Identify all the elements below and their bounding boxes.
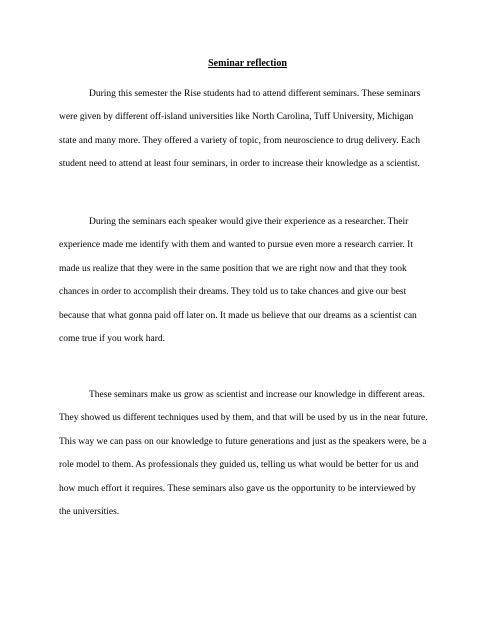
- paragraph-line: the universities.: [59, 507, 120, 518]
- paragraph-line: student need to attend at least four seminars, in order to increase their knowledge as a scientist.: [59, 159, 420, 170]
- paragraph-line: how much effort it requires. These seminars also gave us the opportunity to be interviewed by: [59, 483, 416, 494]
- paragraph-line: During the seminars each speaker would give their experience as a researcher. Their: [89, 217, 409, 227]
- paragraph-line: were given by different off-island universities like North Carolina, Tuff University, Michigan: [59, 112, 414, 123]
- paragraph-line: During this semester the Rise students had to attend different seminars. These seminars: [89, 89, 421, 99]
- paragraph-line: They showed us different techniques used by them, and that will be used by us in the near future.: [59, 413, 428, 424]
- paragraph-line: made us realize that they were in the same position that we are right now and that they took: [59, 263, 407, 274]
- paragraph-line: experience made me identify with them and wanted to pursue even more a research carrier. It: [59, 240, 413, 251]
- paragraph-line: These seminars make us grow as scientist and increase our knowledge in different areas.: [89, 390, 425, 400]
- paragraph-line: state and many more. They offered a variety of topic, from neuroscience to drug delivery. Each: [59, 135, 420, 146]
- paragraph-line: because that what gonna paid off later on. It made us believe that our dreams as a scientist can: [59, 310, 417, 321]
- document-title: Seminar reflection: [208, 58, 287, 69]
- paragraph-line: role model to them. As professionals they guided us, telling us what would be better for us and: [59, 460, 419, 471]
- paragraph-2: [59, 211, 441, 351]
- paragraph-3: [59, 384, 441, 524]
- paragraph-line: chances in order to accomplish their dreams. They told us to take chances and give our best: [59, 287, 407, 298]
- paragraph-line: come true if you work hard.: [59, 334, 166, 345]
- paragraph-line: This way we can pass on our knowledge to future generations and just as the speakers were, be a: [59, 436, 427, 447]
- paragraph-1: [59, 83, 441, 177]
